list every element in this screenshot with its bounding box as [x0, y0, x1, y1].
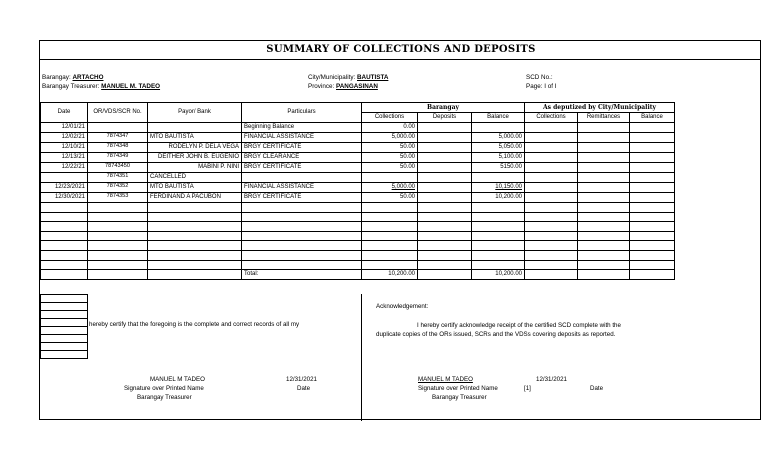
cell-empty: [630, 193, 675, 203]
cell-empty: [525, 133, 578, 143]
cell-date: 12/10/21: [41, 143, 88, 153]
or-number: 7874353: [106, 193, 129, 199]
cell-or: [88, 193, 148, 203]
acknowledgement-line-1: I hereby certify acknowledge receipt of the certified SCD complete with the: [417, 322, 621, 329]
cell-date: 12/02/21: [41, 133, 88, 143]
cell-deposits: [418, 123, 472, 133]
empty-row: [41, 260, 675, 270]
balance-value: 10,150.00: [495, 184, 522, 190]
right-signature-title: Barangay Treasurer: [432, 394, 487, 401]
table-row: [41, 183, 675, 193]
total-label: Total:: [242, 270, 362, 280]
col-collections: Collections: [362, 113, 418, 123]
cell-payor: RODELYN P. DELA VEGA: [148, 143, 242, 153]
cell-collections: 5,000.00: [362, 133, 418, 143]
barangay-label: Barangay:: [42, 74, 71, 81]
table-row: [41, 153, 675, 163]
cell-empty: [630, 153, 675, 163]
cell-collections: [362, 173, 418, 183]
left-signature-title: Barangay Treasurer: [137, 394, 192, 401]
empty-row: [41, 241, 675, 251]
cell-date: [41, 173, 88, 183]
table-row: [41, 163, 675, 173]
cell-balance: [472, 123, 525, 133]
cell-empty: [525, 123, 578, 133]
cell-empty: [578, 123, 630, 133]
city-value: BAUTISTA: [357, 74, 389, 81]
cell-particulars: BRGY CERTIFICATE: [242, 193, 362, 203]
cell-deposits: [418, 153, 472, 163]
province-value: PANGASINAN: [336, 83, 378, 90]
cell-empty: [630, 143, 675, 153]
cell-or: [88, 183, 148, 193]
total-balance: 10,200.00: [472, 270, 525, 280]
cell-deposits: [418, 143, 472, 153]
cell-date: 12/23/2021: [41, 183, 88, 193]
table-row: [41, 123, 675, 133]
side-box: [40, 350, 88, 359]
cell-date: 12/22/21: [41, 163, 88, 173]
cell-empty: [578, 183, 630, 193]
city-label: City/Municipality:: [308, 74, 356, 81]
or-number: 78743450: [105, 163, 130, 169]
scd-number: SCD No.:: [526, 74, 553, 81]
cell-or: [88, 143, 148, 153]
cell-empty: [630, 173, 675, 183]
table-row: [41, 143, 675, 153]
acknowledgement-label: Acknowledgement:: [376, 303, 429, 310]
or-number: 7874349: [106, 153, 129, 159]
cell-empty: [578, 133, 630, 143]
page-title: SUMMARY OF COLLECTIONS AND DEPOSITS: [266, 44, 536, 55]
cell-deposits: [418, 173, 472, 183]
total-collections: 10,200.00: [362, 270, 418, 280]
empty-row: [41, 222, 675, 232]
treasurer-value: MANUEL M. TADEO: [101, 83, 161, 90]
province-label: Province:: [308, 83, 335, 90]
cell-empty: [630, 133, 675, 143]
certify-text: hereby certify that the foregoing is the complete and correct records of all my: [89, 321, 300, 328]
cell-balance: 5,100.00: [472, 153, 525, 163]
cell-particulars: BRGY CERTIFICATE: [242, 163, 362, 173]
cell-empty: [525, 143, 578, 153]
city-group-header: As deputized by City/Municipality: [525, 103, 675, 113]
province-info: [308, 83, 378, 90]
right-date-label: Date: [590, 385, 604, 392]
cell-collections: 50.00: [362, 163, 418, 173]
cell-collections: 50.00: [362, 153, 418, 163]
col-balance: Balance: [472, 113, 525, 123]
cell-payor: [148, 123, 242, 133]
left-signature-caption: Signature over Printed Name: [124, 385, 204, 392]
left-date-value: 12/31/2021: [286, 376, 317, 383]
col-city-balance: Balance: [630, 113, 675, 123]
col-deposits: Deposits: [418, 113, 472, 123]
cell-particulars: BRGY CLEARANCE: [242, 153, 362, 163]
cell-or: [88, 153, 148, 163]
cell-collections: 50.00: [362, 143, 418, 153]
col-city-collections: Collections: [525, 113, 578, 123]
section-divider: [361, 294, 362, 421]
cell-balance: 5,050.00: [472, 143, 525, 153]
cell-empty: [525, 173, 578, 183]
cell-empty: [525, 163, 578, 173]
title-divider: [40, 59, 760, 60]
table-row: [41, 133, 675, 143]
col-particulars: Particulars: [242, 103, 362, 123]
cell-empty: [630, 183, 675, 193]
cell-payor: FERDINAND A PACUBON: [148, 193, 242, 203]
col-or-no: OR/VDS/SCR No.: [88, 103, 148, 123]
or-number: 7874351: [106, 173, 129, 179]
cell-collections: [362, 183, 418, 193]
right-date-mark: [1]: [524, 385, 531, 392]
cell-empty: [630, 123, 675, 133]
cell-or: [88, 173, 148, 183]
left-signature-name: MANUEL M TADEO: [150, 376, 205, 383]
page-number: Page: I of I: [526, 83, 557, 90]
empty-row: [41, 231, 675, 241]
table-row: [41, 193, 675, 203]
cell-deposits: [418, 133, 472, 143]
col-date: Date: [41, 103, 88, 123]
empty-row: [41, 203, 675, 213]
cell-collections: 50.00: [362, 193, 418, 203]
cell-payor: MABINI P. NINI: [148, 163, 242, 173]
certification-section: [40, 294, 760, 421]
right-signature-name: MANUEL M TADEO: [418, 376, 473, 383]
empty-row: [41, 212, 675, 222]
cell-or: [88, 133, 148, 143]
cell-date: 12/30/2021: [41, 193, 88, 203]
cell-empty: [525, 183, 578, 193]
scd-sheet: [39, 40, 761, 420]
cell-deposits: [418, 163, 472, 173]
cell-payor: DEITHER JOHN B. EUGENIO: [148, 153, 242, 163]
city-info: [308, 74, 388, 81]
cell-empty: [578, 163, 630, 173]
cell-date: 12/13/21: [41, 153, 88, 163]
cell-particulars: FINANCIAL ASSISTANCE: [242, 133, 362, 143]
cell-or: [88, 123, 148, 133]
cell-empty: [525, 193, 578, 203]
cell-empty: [578, 153, 630, 163]
cell-payor: CANCELLED: [148, 173, 242, 183]
or-number: 7874347: [106, 133, 129, 139]
cell-empty: [630, 163, 675, 173]
barangay-group-header: Barangay: [362, 103, 525, 113]
header-row-1: [41, 103, 675, 113]
cell-payor: MTO BAUTISTA: [148, 183, 242, 193]
cell-empty: [578, 143, 630, 153]
col-payor: Payor/ Bank: [148, 103, 242, 123]
cell-balance: [472, 173, 525, 183]
cell-collections: 0.00: [362, 123, 418, 133]
or-number: 7874352: [106, 183, 129, 189]
right-date-value: 12/31/2021: [536, 376, 567, 383]
cell-deposits: [418, 183, 472, 193]
cell-particulars: BRGY CERTIFICATE: [242, 143, 362, 153]
table-row: [41, 173, 675, 183]
cell-balance: [472, 183, 525, 193]
barangay-info: [42, 74, 103, 81]
cell-empty: [525, 153, 578, 163]
empty-row: [41, 250, 675, 260]
left-date-label: Date: [297, 385, 311, 392]
acknowledgement-line-2: duplicate copies of the ORs issued, SCRs and the VDSs covering deposits as reported.: [376, 331, 616, 338]
collections-table: [40, 102, 675, 280]
cell-particulars: [242, 173, 362, 183]
col-remittances: Remittances: [578, 113, 630, 123]
cell-particulars: FINANCIAL ASSISTANCE: [242, 183, 362, 193]
treasurer-label: Barangay Treasurer:: [42, 83, 100, 90]
or-number: 7874348: [106, 143, 129, 149]
cell-balance: 5,000.00: [472, 133, 525, 143]
cell-or: [88, 163, 148, 173]
treasurer-info: [42, 83, 160, 90]
cell-payor: MTO BAUTISTA: [148, 133, 242, 143]
cell-deposits: [418, 193, 472, 203]
cell-empty: [578, 173, 630, 183]
cell-particulars: Beginning Balance: [242, 123, 362, 133]
collections-value: 5,000.00: [391, 184, 415, 190]
cell-empty: [578, 193, 630, 203]
cell-date: 12/01/21: [41, 123, 88, 133]
cell-balance: 10,200.00: [472, 193, 525, 203]
barangay-value: ARTACHO: [72, 74, 104, 81]
total-row: [41, 270, 675, 280]
right-signature-caption: Signature over Printed Name: [418, 385, 498, 392]
cell-balance: 5150.00: [472, 163, 525, 173]
